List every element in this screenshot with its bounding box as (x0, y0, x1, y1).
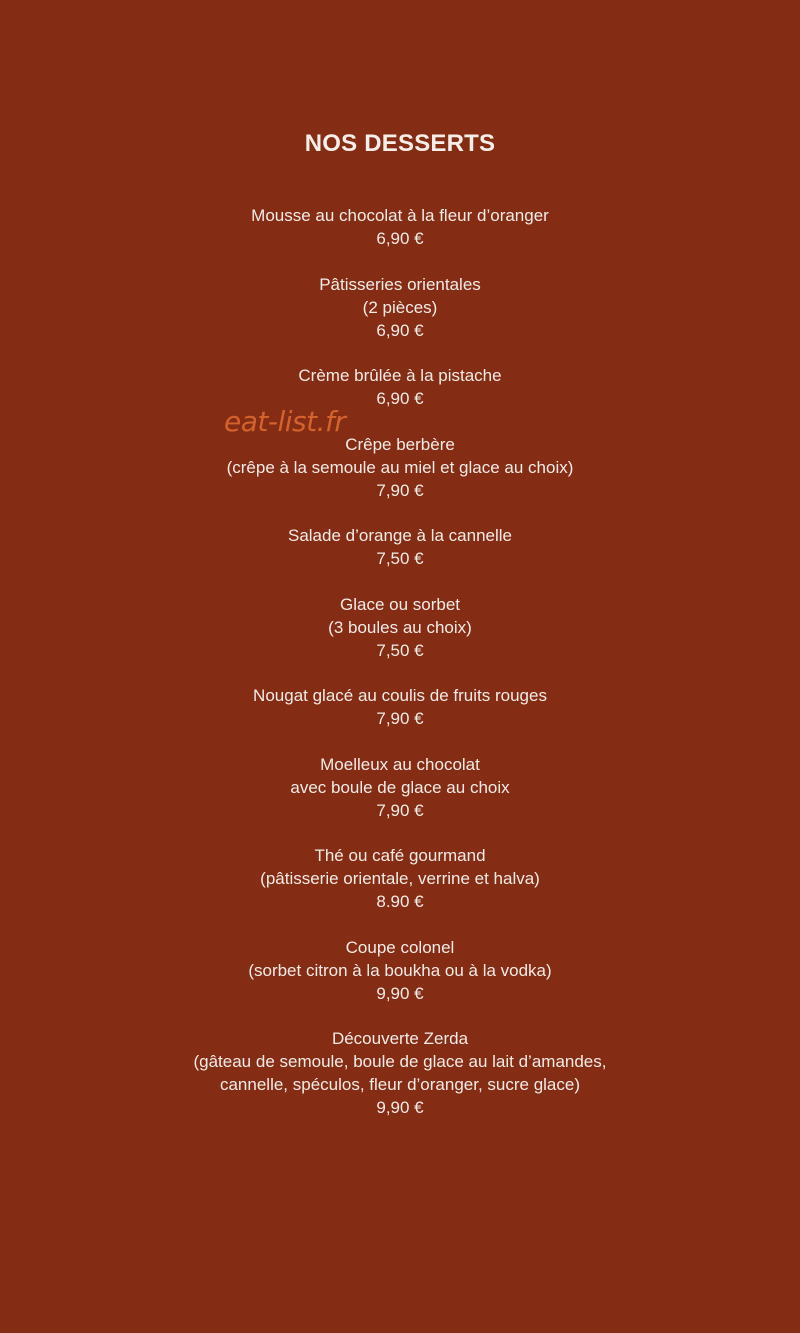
item-detail: (crêpe à la semoule au miel et glace au choix) (226, 457, 574, 477)
watermark-logo: eat-list.fr (224, 405, 346, 438)
item-detail: avec boule de glace au choix (290, 777, 510, 797)
item-price: 7,90 € (376, 480, 424, 500)
item-price: 6,90 € (376, 229, 424, 248)
item-name: Crêpe berbère (345, 434, 455, 454)
item-name: Nougat glacé au coulis de fruits rouges (253, 686, 547, 705)
item-detail: (gâteau de semoule, boule de glace au lait d’amandes, (193, 1052, 607, 1071)
item-price: 9,90 € (376, 1098, 424, 1117)
item-name: Salade d’orange à la cannelle (287, 526, 512, 545)
menu-title: NOS DESSERTS (304, 130, 496, 157)
item-name: Moelleux au chocolat (320, 754, 480, 774)
item-price: 8.90 € (376, 892, 424, 911)
menu-item (0, 684, 800, 730)
item-name: Crème brûlée à la pistache (298, 366, 502, 385)
item-detail: (pâtisserie orientale, verrine et halva) (260, 869, 540, 888)
item-price: 6,90 € (376, 389, 424, 408)
item-price: 7,50 € (376, 640, 424, 660)
item-price: 6,90 € (376, 320, 424, 340)
item-price: 7,90 € (376, 709, 424, 728)
item-price: 7,90 € (376, 800, 424, 820)
item-detail: (3 boules au choix) (328, 617, 472, 637)
item-price: 7,50 € (376, 549, 424, 568)
menu-item (0, 204, 800, 250)
item-name: Coupe colonel (345, 937, 455, 957)
menu-item (0, 844, 800, 913)
item-name: Mousse au chocolat à la fleur d’oranger (251, 206, 549, 225)
menu-item (0, 753, 800, 822)
item-name: Pâtisseries orientales (319, 274, 481, 294)
item-name: Découverte Zerda (331, 1029, 469, 1048)
item-name: Thé ou café gourmand (314, 846, 486, 865)
item-detail: (sorbet citron à la boukha ou à la vodka) (248, 960, 552, 980)
menu-item (0, 936, 800, 1005)
menu-item (0, 364, 800, 410)
item-name: Glace ou sorbet (339, 594, 460, 614)
menu-item (0, 593, 800, 662)
item-detail: (2 pièces) (362, 297, 438, 317)
menu-item (0, 273, 800, 342)
menu-item (0, 524, 800, 570)
item-detail: cannelle, spéculos, fleur d’oranger, sucre glace) (219, 1075, 581, 1094)
dessert-list (0, 204, 800, 1142)
menu-item (0, 1027, 800, 1119)
menu-item (0, 433, 800, 502)
item-price: 9,90 € (376, 983, 424, 1003)
